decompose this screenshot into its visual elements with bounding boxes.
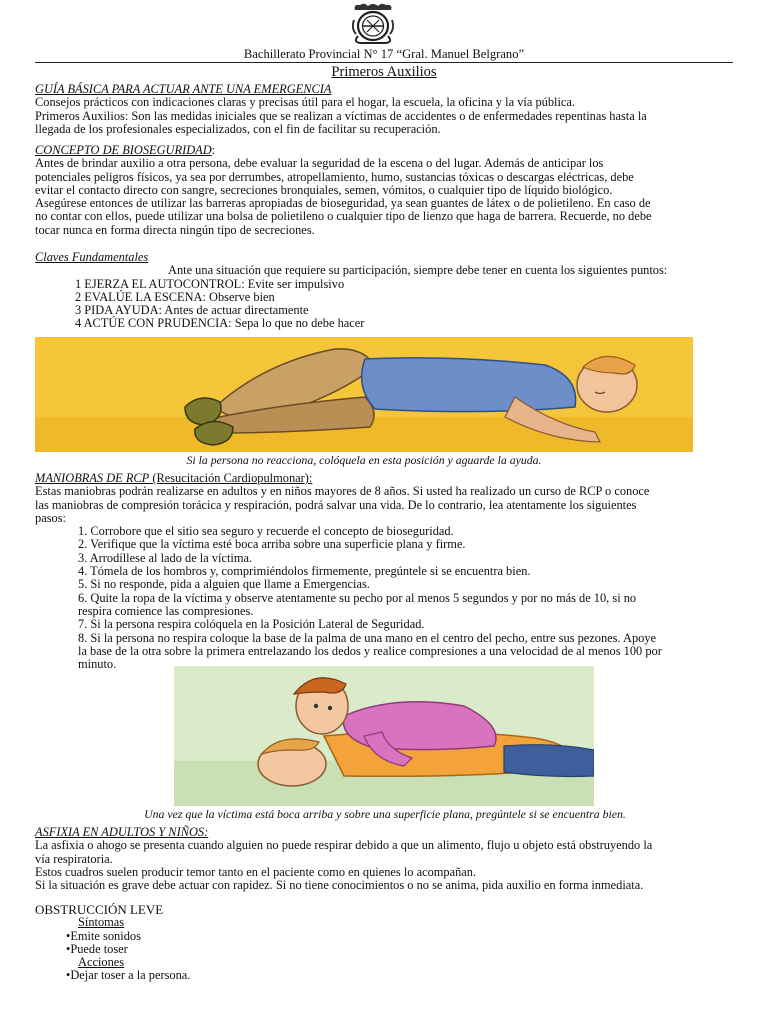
key-point-item: 3 PIDA AYUDA: Antes de actuar directamente: [75, 303, 309, 318]
guide-section: [35, 83, 735, 136]
biosecurity-heading: CONCEPTO DE BIOSEGURIDAD: [35, 143, 212, 157]
key-points-heading: Claves Fundamentales: [35, 250, 149, 264]
asphyxia-line: Si la situación es grave debe actuar con rapidez. Si no tiene conocimientos o no se anima, pida auxilio en forma inmediata.: [35, 878, 644, 893]
check-victim-illustration: [174, 666, 594, 806]
guide-paragraph-2a: Primeros Auxilios: Son las medidas iniciales que se realizan a víctimas de accidentes o de enfermedades repentinas hasta la: [35, 108, 647, 123]
cpr-step: 5. Si no responde, pida a alguien que llame a Emergencias.: [78, 577, 370, 592]
guide-heading: GUÍA BÁSICA PARA ACTUAR ANTE UNA EMERGENCIA: [35, 82, 332, 96]
symptom-item: • Emite sonidos: [66, 930, 735, 943]
key-point-item: 4 ACTÚE CON PRUDENCIA: Sepa lo que no debe hacer: [75, 316, 365, 331]
cpr-step: 4. Tómela de los hombros y, comprimiéndolos firmemente, pregúntele si se encuentra bien.: [78, 564, 531, 579]
biosecurity-heading-colon: :: [211, 143, 216, 157]
asphyxia-heading: ASFIXIA EN ADULTOS Y NIÑOS:: [35, 825, 209, 839]
cpr-step: 7. Si la persona respira colóquela en la Posición Lateral de Seguridad.: [78, 617, 425, 632]
symptom-item: • Puede toser: [66, 943, 735, 956]
biosecurity-line: evitar el contacto directo con sangre, secreciones bronquiales, semen, vómitos, o cualquier tipo de líquido biológico.: [35, 182, 613, 197]
cpr-intro-line: pasos:: [35, 510, 66, 525]
cpr-heading-rest: (Resucitación Cardiopulmonar):: [149, 471, 313, 485]
actions-label: Acciones: [78, 955, 125, 970]
cpr-step: 6. Quite la ropa de la víctima y observe atentamente su pecho por al menos 5 segundos y por no más de 10, si no: [78, 590, 637, 605]
cpr-intro-line: las maniobras de compresión torácica y respiración, podrá salvar una vida. De lo contrario, lea atentamente los siguientes: [35, 497, 637, 512]
action-item: • Dejar toser a la persona.: [66, 969, 735, 982]
key-points-intro: Ante una situación que requiere su participación, siempre debe tener en cuenta los siguientes puntos:: [168, 263, 668, 278]
biosecurity-line: Asegúrese entonces de utilizar las barreras apropiadas de bioseguridad, ya sean guantes de látex o de polietileno. En caso de: [35, 196, 651, 211]
key-point-item: 1 EJERZA EL AUTOCONTROL: Evite ser impulsivo: [75, 276, 345, 291]
key-point-item: 2 EVALÚE LA ESCENA: Observe bien: [75, 289, 275, 304]
guide-paragraph-1: Consejos prácticos con indicaciones claras y precisas útil para el hogar, la escuela, la oficina y la vía pública.: [35, 95, 576, 110]
asphyxia-line: La asfixia o ahogo se presenta cuando alguien no puede respirar debido a que un alimento, flujo u objeto está obstruyendo la: [35, 838, 653, 853]
cpr-step: 2. Verifique que la víctima esté boca arriba sobre una superficie plana y firme.: [78, 537, 466, 552]
mild-obstruction-section: [35, 903, 735, 983]
cpr-step: 8. Si la persona no respira coloque la base de la palma de una mano en el centro del pecho, entre sus pezones. Apoye: [78, 630, 657, 645]
asphyxia-section: [35, 826, 735, 892]
asphyxia-line: vía respiratoria.: [35, 851, 113, 866]
cpr-step: 3. Arrodíllese al lado de la víctima.: [78, 550, 253, 565]
cpr-step: respira comience las compresiones.: [78, 603, 254, 618]
figure-2-caption: Una vez que la víctima está boca arriba y sobre una superficie plana, pregúntele si se encuentra bien.: [144, 807, 626, 821]
cpr-section: [35, 472, 735, 671]
school-name: Bachillerato Provincial N° 17 “Gral. Manuel Belgrano”: [243, 47, 525, 61]
cpr-step: 1. Corrobore que el sitio sea seguro y recuerde el concepto de bioseguridad.: [78, 524, 454, 539]
biosecurity-line: Antes de brindar auxilio a otra persona, debe evaluar la seguridad de la escena o del lugar. Además de anticipar los: [35, 156, 604, 171]
symptoms-label: Síntomas: [78, 915, 125, 930]
figure-1-caption: Si la persona no reacciona, colóquela en esta posición y aguarde la ayuda.: [186, 453, 542, 467]
guide-paragraph-2b: llegada de los profesionales especializados, con el fin de facilitar su recuperación.: [35, 121, 441, 136]
biosecurity-line: tocar nunca en forma directa ningún tipo de secreciones.: [35, 222, 315, 237]
key-points-section: [35, 251, 735, 331]
cpr-intro-line: Estas maniobras podrán realizarse en adultos y en niños mayores de 8 años. Si usted ha realizado un curso de RCP o conoce: [35, 484, 650, 499]
cpr-step: la base de la otra sobre la primera entrelazando los dedos y realice compresiones a una velocidad de al menos 100 por: [78, 643, 662, 658]
asphyxia-line: Estos cuadros suelen producir temor tanto en el paciente como en quienes lo acompañan.: [35, 864, 477, 879]
header-rule: [35, 62, 733, 63]
mild-obstruction-heading: OBSTRUCCIÓN LEVE: [35, 902, 164, 917]
biosecurity-section: [35, 144, 735, 237]
biosecurity-line: potenciales peligros físicos, ya sea por derrumbes, atropellamiento, humo, sustancias tóxicas o descargas eléctricas, debe: [35, 169, 634, 184]
biosecurity-line: no contar con ellos, puede utilizar una bolsa de polietileno o cualquier tipo de lienzo que haga de barrera. Recuerde, no debe: [35, 209, 652, 224]
cpr-heading: MANIOBRAS DE RCP: [35, 471, 150, 485]
school-crest-icon: [350, 2, 396, 44]
cpr-step: minuto.: [78, 657, 117, 672]
recovery-position-illustration: [35, 337, 693, 452]
page-title: Primeros Auxilios: [331, 64, 437, 80]
